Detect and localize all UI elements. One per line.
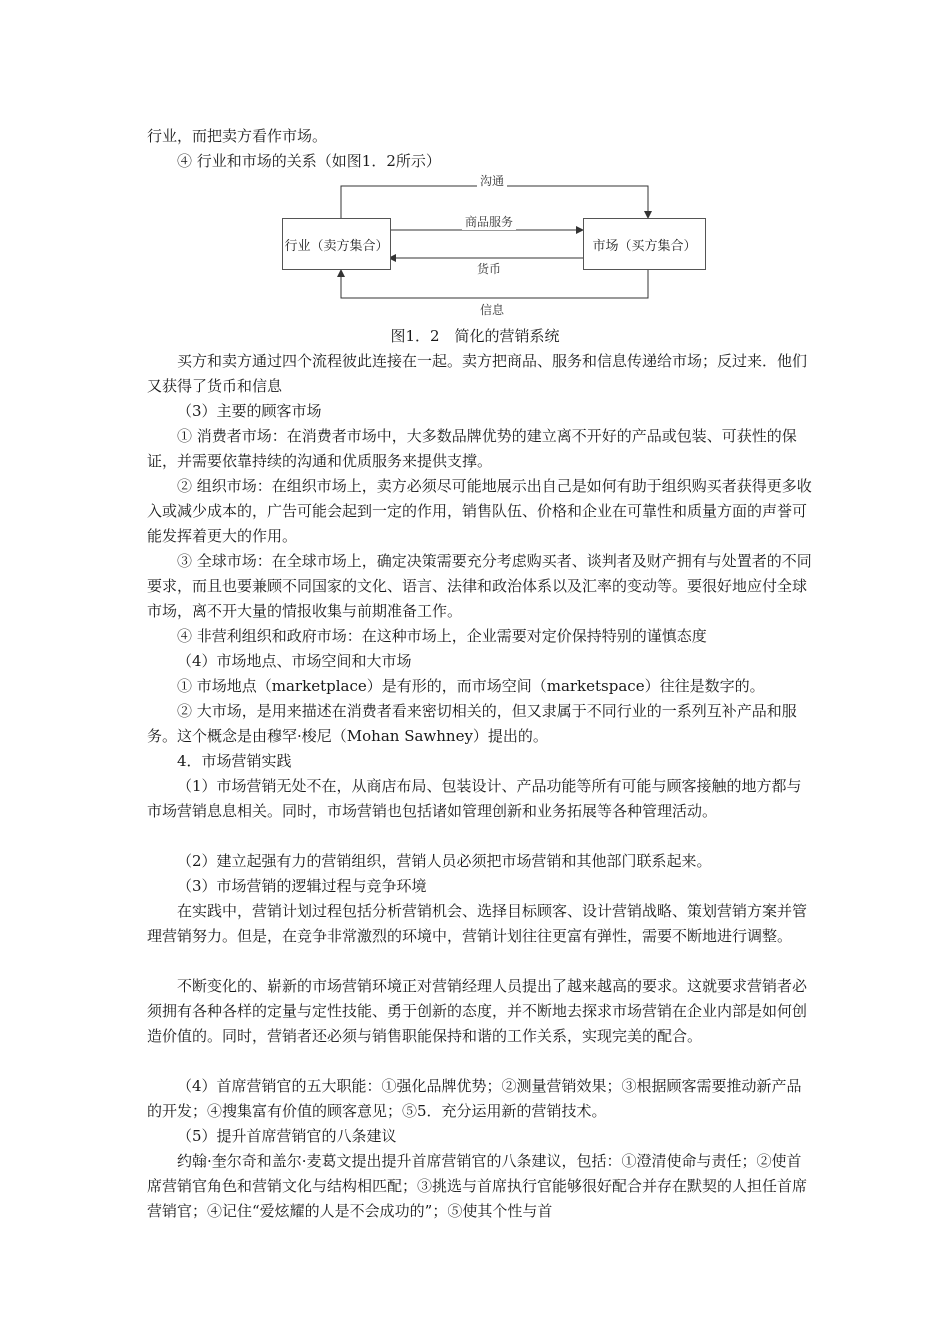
paragraph-marketing-everywhere: （1）市场营销无处不在，从商店布局、包装设计、产品功能等所有可能与顾客接触的地方都与市场营销息息相关。同时，市场营销也包括诸如管理创新和业务拓展等各种管理活动。 [147,777,802,820]
heading-customer-markets: （3）主要的顾客市场 [177,402,322,420]
paragraph-metamarket: ② 大市场，是用来描述在消费者看来密切相关的，但又隶属于不同行业的一系列互补产品和服务。这个概念是由穆罕·梭尼（Mohan Sawhney）提出的。 [147,702,797,745]
paragraph-relation-heading: ④ 行业和市场的关系（如图1．2所示） [177,152,441,170]
paragraph-four-flows: 买方和卖方通过四个流程彼此连接在一起。卖方把商品、服务和信息传递给市场；反过来．他们又获得了货币和信息 [147,352,808,395]
paragraph-planning-process: 在实践中，营销计划过程包括分析营销机会、选择目标顾客、设计营销战略、策划营销方案并管理营销努力。但是，在竞争非常激烈的环境中，营销计划往往更富有弹性，需要不断地进行调整。 [147,902,808,945]
paragraph-marketing-organization: （2）建立起强有力的营销组织，营销人员必须把市场营销和其他部门联系起来。 [177,852,712,870]
paragraph-organization-market: ② 组织市场：在组织市场上，卖方必须尽可能地展示出自己是如何有助于组织购买者获得更多收入或减少成本的，广告可能会起到一定的作用，销售队伍、价格和企业在可靠性和质量方面的声誉可能发挥着更大的作用。 [147,477,812,545]
heading-logic-process: （3）市场营销的逻辑过程与竞争环境 [177,877,427,895]
information-label: 信息 [477,301,507,318]
goods-services-label: 商品服务 [462,213,516,230]
paragraph-nonprofit-market: ④ 非营利组织和政府市场：在这种市场上，企业需要对定价保持特别的谨慎态度 [177,627,707,645]
paragraph-cmo-functions: （4）首席营销官的五大职能：①强化品牌优势；②测量营销效果；③根据顾客需要推动新产品的开发；④搜集富有价值的顾客意见；⑤5．充分运用新的营销技术。 [147,1077,802,1120]
money-label: 货币 [474,260,504,277]
heading-marketing-practice: 4．市场营销实践 [177,752,292,770]
market-box: 市场（买方集合） [583,218,706,270]
paragraph-global-market: ③ 全球市场：在全球市场上，确定决策需要充分考虑购买者、谈判者及财产拥有与处置者的不同要求，而且也要兼顾不同国家的文化、语言、法律和政治体系以及汇率的变动等。要很好地应付全球市场，离不开大量的情报收集与前期准备工作。 [147,552,812,620]
paragraph-intro: 行业，而把卖方看作市场。 [147,127,328,145]
heading-cmo-suggestions: （5）提升首席营销官的八条建议 [177,1127,397,1145]
paragraph-cmo-suggestions: 约翰·奎尔奇和盖尔·麦葛文提出提升首席营销官的八条建议，包括：①澄清使命与责任；②使首席营销官角色和营销文化与结构相匹配；③挑选与首席执行官能够很好配合并存在默契的人担任首席营销官；④记住“爱炫耀的人是不会成功的”；⑤使其个性与首 [147,1152,808,1220]
paragraph-changing-environment: 不断变化的、崭新的市场营销环境正对营销经理人员提出了越来越高的要求。这就要求营销者必须拥有各种各样的定量与定性技能、勇于创新的态度，并不断地去探求市场营销在企业内部是如何创造价值的。同时，营销者还必须与销售职能保持和谐的工作关系，实现完美的配合。 [147,977,808,1045]
marketing-system-diagram [280,168,710,320]
paragraph-consumer-market: ① 消费者市场：在消费者市场中，大多数品牌优势的建立离不开好的产品或包装、可获性的保证，并需要依靠持续的沟通和优质服务来提供支撑。 [147,427,797,470]
figure-caption: 图1．2 简化的营销系统 [390,327,560,345]
industry-box: 行业（卖方集合） [282,218,391,270]
paragraph-marketplace: ① 市场地点（marketplace）是有形的，而市场空间（marketspace）往往是数字的。 [177,677,765,695]
communication-label: 沟通 [477,172,507,189]
heading-marketplace: （4）市场地点、市场空间和大市场 [177,652,412,670]
